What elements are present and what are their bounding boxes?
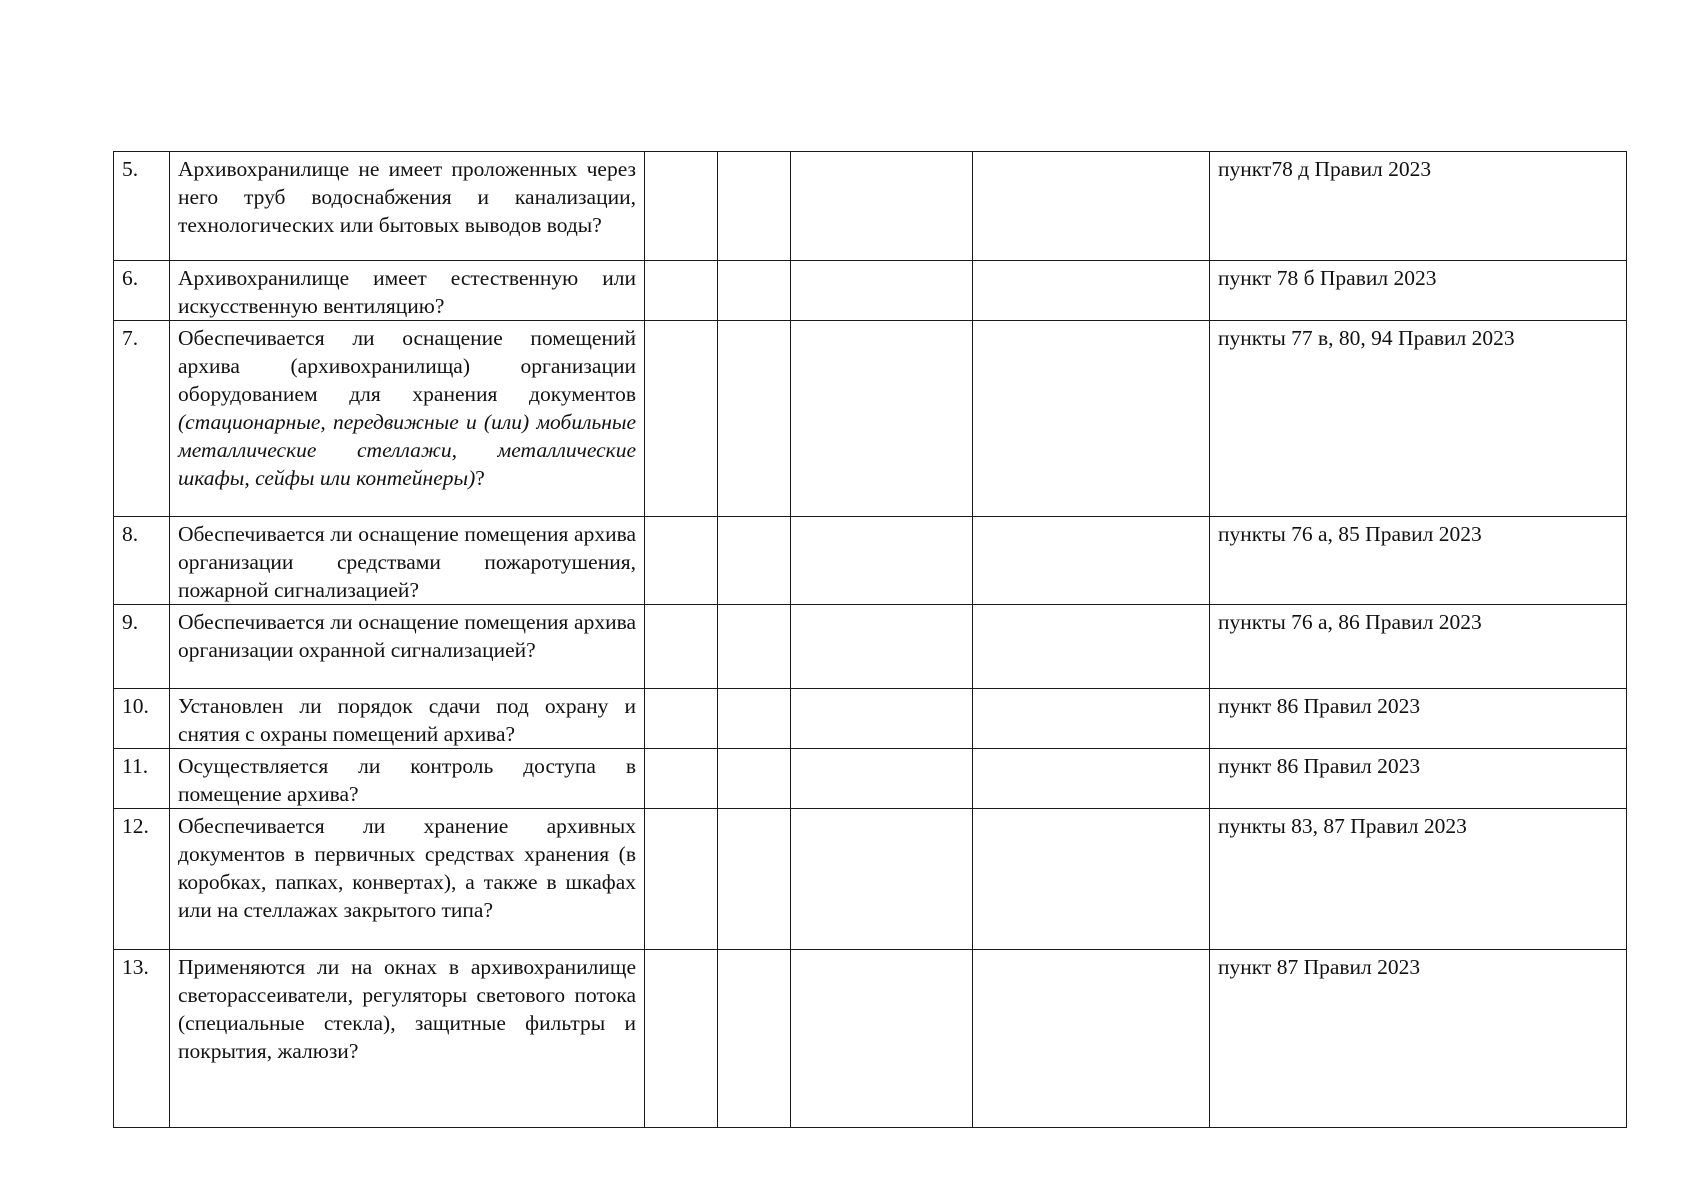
answer-cell	[718, 321, 791, 517]
legal-reference: пункт 86 Правил 2023	[1210, 749, 1627, 809]
answer-cell	[973, 950, 1210, 1128]
legal-reference: пункты 83, 87 Правил 2023	[1210, 809, 1627, 950]
answer-cell	[645, 749, 718, 809]
row-number: 13.	[114, 950, 170, 1128]
answer-cell	[645, 605, 718, 689]
answer-cell	[791, 321, 973, 517]
answer-cell	[973, 321, 1210, 517]
answer-cell	[645, 950, 718, 1128]
answer-cell	[973, 689, 1210, 749]
row-number: 7.	[114, 321, 170, 517]
question-text-plain: Обеспечивается ли оснащение помещений архива (архивохранилища) организации оборудованием для хранения документов	[178, 326, 636, 406]
legal-reference: пункт 78 б Правил 2023	[1210, 261, 1627, 321]
answer-cell	[791, 689, 973, 749]
question-text	[170, 749, 645, 809]
answer-cell	[791, 517, 973, 605]
row-number: 9.	[114, 605, 170, 689]
legal-reference: пункты 76 а, 85 Правил 2023	[1210, 517, 1627, 605]
answer-cell	[645, 321, 718, 517]
question-text	[170, 689, 645, 749]
table-row	[114, 321, 1627, 517]
answer-cell	[645, 809, 718, 950]
question-text-plain: Архивохранилище не имеет проложенных через него труб водоснабжения и канализации, технологических или бытовых выводов воды?	[178, 157, 636, 237]
answer-cell	[973, 605, 1210, 689]
question-text	[170, 152, 645, 261]
question-text	[170, 517, 645, 605]
answer-cell	[791, 261, 973, 321]
answer-cell	[718, 517, 791, 605]
row-number: 12.	[114, 809, 170, 950]
row-number: 11.	[114, 749, 170, 809]
table-row	[114, 605, 1627, 689]
question-text-plain: Установлен ли порядок сдачи под охрану и снятия с охраны помещений архива?	[178, 694, 636, 746]
table-row	[114, 689, 1627, 749]
table-row	[114, 517, 1627, 605]
question-text	[170, 950, 645, 1128]
row-number: 5.	[114, 152, 170, 261]
answer-cell	[791, 809, 973, 950]
question-text-plain: Обеспечивается ли оснащение помещения архива организации охранной сигнализацией?	[178, 610, 636, 662]
question-text-plain: Обеспечивается ли хранение архивных документов в первичных средствах хранения (в коробках, папках, конвертах), а также в шкафах или на стеллажах закрытого типа?	[178, 814, 636, 922]
answer-cell	[718, 605, 791, 689]
question-text-plain: Обеспечивается ли оснащение помещения архива организации средствами пожаротушения, пожарной сигнализацией?	[178, 522, 636, 602]
answer-cell	[791, 950, 973, 1128]
question-text-plain: Осуществляется ли контроль доступа в помещение архива?	[178, 754, 636, 806]
legal-reference: пункт78 д Правил 2023	[1210, 152, 1627, 261]
answer-cell	[645, 152, 718, 261]
answer-cell	[718, 152, 791, 261]
question-text-end: ?	[475, 466, 485, 490]
row-number: 10.	[114, 689, 170, 749]
table-row	[114, 749, 1627, 809]
answer-cell	[718, 809, 791, 950]
answer-cell	[645, 517, 718, 605]
answer-cell	[791, 749, 973, 809]
legal-reference: пункты 77 в, 80, 94 Правил 2023	[1210, 321, 1627, 517]
legal-reference: пункт 87 Правил 2023	[1210, 950, 1627, 1128]
answer-cell	[973, 517, 1210, 605]
question-text	[170, 605, 645, 689]
question-text	[170, 321, 645, 517]
table-row	[114, 152, 1627, 261]
question-text-italic: (стационарные, передвижные и (или) мобильные металлические стеллажи, металлические шкафы, сейфы или контейнеры)	[178, 410, 636, 490]
legal-reference: пункты 76 а, 86 Правил 2023	[1210, 605, 1627, 689]
answer-cell	[973, 152, 1210, 261]
table-row	[114, 950, 1627, 1128]
answer-cell	[973, 749, 1210, 809]
answer-cell	[718, 689, 791, 749]
legal-reference: пункт 86 Правил 2023	[1210, 689, 1627, 749]
answer-cell	[791, 152, 973, 261]
answer-cell	[973, 261, 1210, 321]
answer-cell	[645, 261, 718, 321]
row-number: 8.	[114, 517, 170, 605]
checklist-table	[113, 151, 1627, 1128]
answer-cell	[718, 261, 791, 321]
row-number: 6.	[114, 261, 170, 321]
table-row	[114, 261, 1627, 321]
answer-cell	[973, 809, 1210, 950]
table-row	[114, 809, 1627, 950]
question-text	[170, 261, 645, 321]
answer-cell	[718, 950, 791, 1128]
question-text-plain: Применяются ли на окнах в архивохранилище светорассеиватели, регуляторы светового потока (специальные стекла), защитные фильтры и покрытия, жалюзи?	[178, 955, 636, 1063]
answer-cell	[718, 749, 791, 809]
answer-cell	[645, 689, 718, 749]
answer-cell	[791, 605, 973, 689]
question-text-plain: Архивохранилище имеет естественную или искусственную вентиляцию?	[178, 266, 636, 318]
question-text	[170, 809, 645, 950]
